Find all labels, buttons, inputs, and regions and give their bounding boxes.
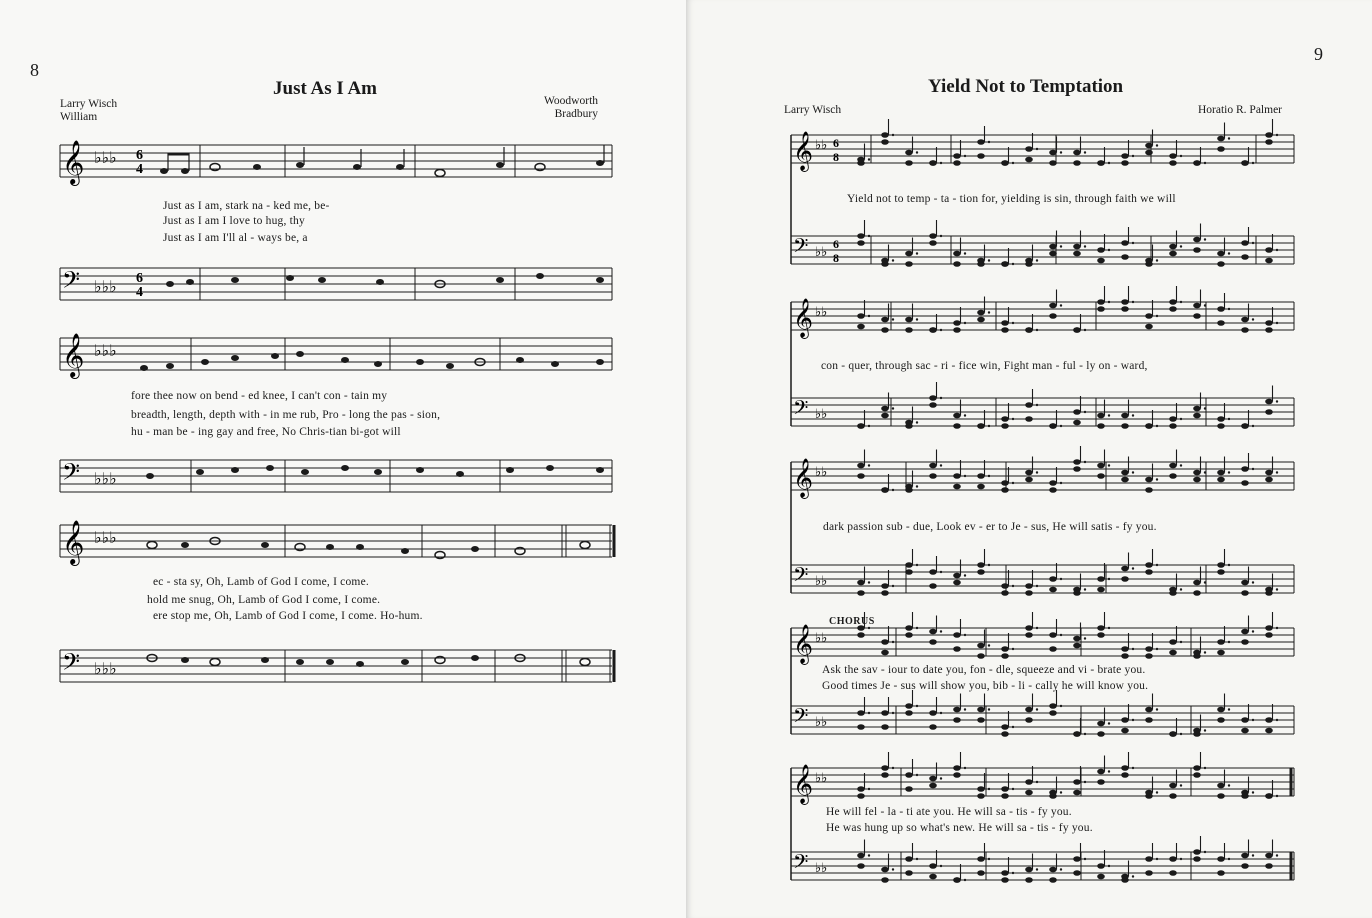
lyricist-name: Larry Wisch	[60, 98, 118, 110]
bass-staff	[791, 565, 1294, 593]
lyric-line: dark passion sub - due, Look ev - er to Je - sus, He will satis - fy you.	[823, 521, 1157, 533]
bass-staff-2	[60, 460, 615, 500]
svg-text:♭♭♭: ♭♭♭	[94, 528, 117, 547]
svg-text:4: 4	[136, 162, 143, 177]
key-signature-icon: ♭♭	[815, 631, 828, 646]
treble-clef-icon: 𝄞	[793, 624, 814, 664]
bass-staff	[791, 236, 1294, 264]
page-number: 9	[1314, 44, 1323, 64]
key-signature-icon: ♭♭	[815, 861, 828, 876]
svg-text:𝄢: 𝄢	[62, 648, 81, 681]
lyric-line: Yield not to temp - ta - tion for, yielding is sin, through faith we will	[847, 193, 1176, 205]
svg-text:♭♭♭: ♭♭♭	[94, 148, 117, 167]
bass-staff	[791, 398, 1294, 426]
svg-text:4: 4	[136, 285, 143, 300]
bass-staff-1	[60, 268, 615, 308]
key-signature-icon: ♭♭	[815, 138, 828, 153]
lyric-line: Just as I am I'll al - ways be, a	[163, 232, 308, 244]
key-signature-icon: ♭♭	[815, 305, 828, 320]
key-signature-icon: ♭♭	[815, 574, 828, 589]
time-signature-icon: 8	[833, 251, 839, 265]
right-page-staves	[686, 0, 1372, 918]
svg-text:♭♭♭: ♭♭♭	[94, 341, 117, 360]
svg-text:6: 6	[136, 148, 143, 163]
composer-name-2: Bradbury	[554, 108, 599, 120]
hymn-title: Yield Not to Temptation	[928, 76, 1124, 97]
bass-clef-icon: 𝄢	[793, 704, 809, 732]
treble-staff-3	[60, 520, 615, 565]
lyric-line: Ask the sav - iour to date you, fon - dle, squeeze and vi - brate you.	[822, 664, 1146, 676]
bass-staff	[791, 852, 1294, 880]
composer-name: Woodworth	[544, 95, 599, 107]
treble-staff	[791, 302, 1294, 330]
bass-clef-icon: 𝄢	[793, 396, 809, 424]
lyric-line: breadth, length, depth with - in me rub, Pro - long the pas - sion,	[131, 409, 441, 421]
svg-text:𝄢: 𝄢	[62, 266, 81, 299]
hymn-title: Just As I Am	[273, 78, 377, 99]
composer-credit: Horatio R. Palmer	[1198, 104, 1282, 116]
lyric-line: Good times Je - sus will show you, bib - li - cally he will know you.	[822, 680, 1149, 692]
page-number: 8	[30, 60, 39, 80]
time-signature-icon: 8	[833, 150, 839, 164]
lyric-line: fore thee now on bend - ed knee, I can't con - tain my	[131, 390, 388, 402]
treble-staff	[791, 462, 1294, 490]
svg-text:♭♭♭: ♭♭♭	[94, 469, 117, 488]
treble-staff-1	[60, 140, 615, 185]
treble-clef-icon: 𝄞	[793, 764, 814, 804]
key-signature-icon: ♭♭	[815, 465, 828, 480]
svg-text:♭♭♭: ♭♭♭	[94, 277, 117, 296]
lyric-line: Just as I am I love to hug, thy	[163, 215, 305, 227]
treble-clef-icon: 𝄞	[793, 131, 814, 171]
svg-text:𝄞: 𝄞	[62, 140, 85, 184]
lyricist-credit: Larry Wisch	[784, 104, 842, 116]
lyric-line: ere stop me, Oh, Lamb of God I come, I come. Ho-hum.	[153, 610, 423, 622]
svg-text:𝄢: 𝄢	[62, 458, 81, 491]
svg-text:6: 6	[136, 271, 143, 286]
lyric-line: ec - sta sy, Oh, Lamb of God I come, I come.	[153, 576, 369, 588]
lyric-line: hold me snug, Oh, Lamb of God I come, I come.	[147, 594, 381, 606]
chorus-label: CHORUS	[829, 616, 875, 627]
bass-clef-icon: 𝄢	[793, 850, 809, 878]
key-signature-icon: ♭♭	[815, 407, 828, 422]
lyricist-credit	[60, 98, 117, 124]
svg-text:𝄞: 𝄞	[62, 333, 85, 377]
lyricist-name-2: William	[60, 111, 98, 123]
bass-clef-icon: 𝄢	[793, 563, 809, 591]
key-signature-icon: ♭♭	[815, 771, 828, 786]
key-signature-icon: ♭♭	[815, 715, 828, 730]
key-signature-icon: ♭♭	[815, 245, 828, 260]
treble-clef-icon: 𝄞	[793, 298, 814, 338]
lyric-line: He will fel - la - ti ate you. He will sa - tis - fy you.	[826, 806, 1072, 818]
right-page	[686, 0, 1372, 918]
time-signature-icon: 6	[833, 237, 839, 251]
bass-clef-icon: 𝄢	[793, 234, 809, 262]
lyric-line: Just as I am, stark na - ked me, be-	[163, 200, 330, 212]
lyric-line: hu - man be - ing gay and free, No Chris-tian bi-got will	[131, 426, 401, 438]
composer-credit	[544, 95, 598, 121]
lyric-line: con - quer, through sac - ri - fice win, Fight man - ful - ly on - ward,	[821, 360, 1148, 372]
lyric-line: He was hung up so what's new. He will sa - tis - fy you.	[826, 822, 1093, 834]
treble-staff-2	[60, 333, 615, 378]
treble-clef-icon: 𝄞	[793, 458, 814, 498]
time-signature-icon: 6	[833, 136, 839, 150]
svg-text:♭♭♭: ♭♭♭	[94, 659, 117, 678]
bass-staff-3	[60, 650, 615, 690]
treble-staff	[791, 768, 1294, 796]
svg-text:𝄞: 𝄞	[62, 520, 85, 564]
